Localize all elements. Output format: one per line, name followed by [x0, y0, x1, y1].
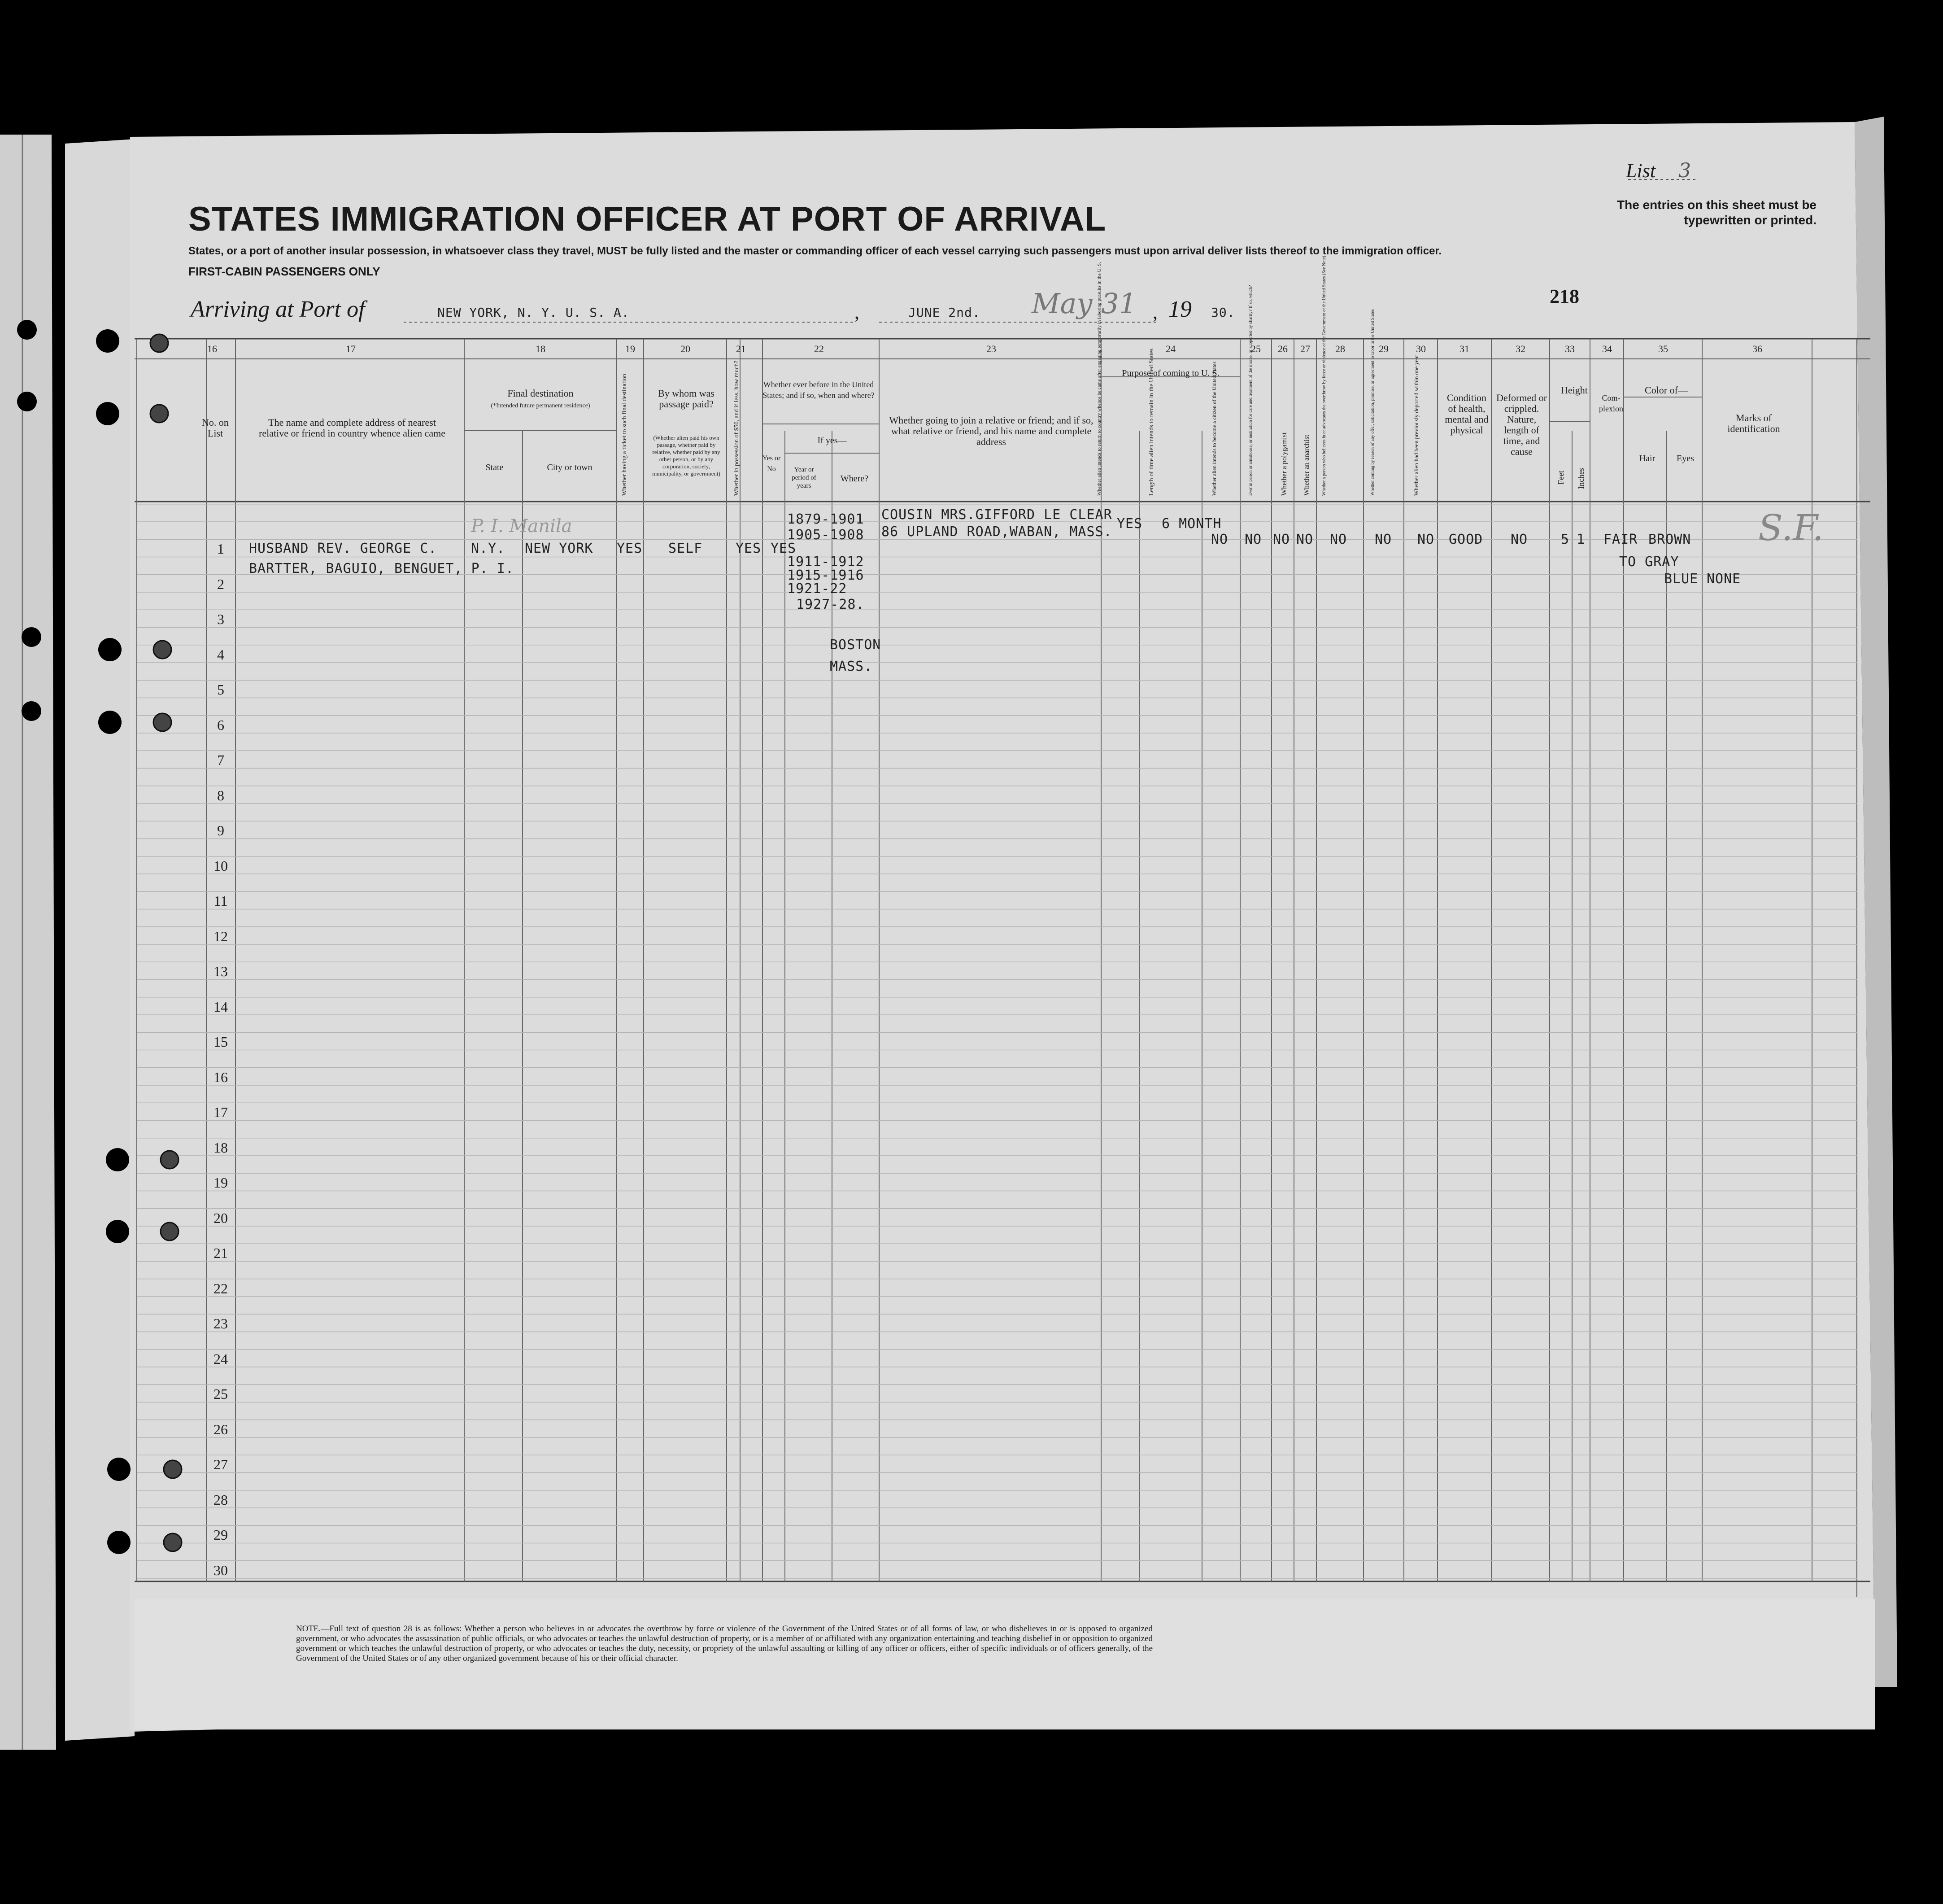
header-c35-eyes: Eyes: [1677, 454, 1694, 463]
years-5: 1921-22: [787, 581, 847, 597]
row-number: 4: [217, 646, 224, 663]
years-4: 1915-1916: [787, 568, 864, 583]
column-number: 34: [1602, 343, 1612, 354]
header-c28: Whether a person who believes in or advocates the overthrow by force or violence of the Government of the United States (See Note): [1322, 256, 1327, 496]
polygamist-value: NO: [1273, 532, 1290, 547]
column-number: 22: [814, 343, 824, 354]
column-number: 27: [1300, 343, 1310, 354]
header-c24b: Length of time alien intends to remain in the United States: [1148, 348, 1155, 496]
column-number: 23: [986, 343, 996, 354]
anarchist-value: NO: [1296, 532, 1314, 547]
return-intent-value: YES: [1117, 516, 1143, 532]
row-number: 17: [213, 1104, 228, 1120]
where-line-1: BOSTON: [830, 637, 881, 653]
header-c18: Final destination: [507, 388, 574, 399]
row-number: 11: [213, 893, 228, 909]
header-c18-state: State: [485, 463, 504, 472]
header-c34: Com-plexion: [1599, 393, 1623, 413]
column-number: 17: [346, 343, 356, 354]
row-number: 7: [217, 752, 224, 768]
header-c36: Marks of identification: [1727, 412, 1780, 434]
health-value: GOOD: [1449, 532, 1483, 547]
column-number: 29: [1379, 343, 1389, 354]
header-c33-feet: Feet: [1556, 471, 1565, 485]
row-number: 5: [217, 681, 224, 698]
date-typed: JUNE 2nd.: [908, 305, 980, 320]
relative-line-1: HUSBAND REV. GEORGE C.: [249, 541, 437, 556]
column-number: 31: [1459, 343, 1469, 354]
citizen-intent-value: NO: [1211, 532, 1229, 547]
column-number: 25: [1251, 343, 1261, 354]
header-c29: Whether coming by reason of any offer, solicitation, promise, or agreement to labor in the United States: [1370, 309, 1375, 496]
marks-value: NONE: [1707, 571, 1741, 587]
row-number: 10: [213, 857, 228, 874]
row-number: 16: [213, 1069, 228, 1085]
length-of-stay-value: 6 MONTH: [1162, 516, 1222, 532]
column-number: 24: [1166, 343, 1176, 354]
deported-value: NO: [1417, 532, 1435, 547]
row-number: 9: [217, 822, 224, 838]
column-number: 19: [625, 343, 635, 354]
paid-by-value: SELF: [668, 541, 703, 556]
header-c22-ifyes: If yes—: [817, 436, 847, 445]
previous-page-edge: [0, 135, 56, 1750]
relative-line-2: BARTTER, BAGUIO, BENGUET, P. I.: [249, 561, 514, 576]
binding-strip: [65, 139, 135, 1741]
header-c22-where: Where?: [840, 474, 869, 484]
header-c22-yesno: Yes or No: [762, 454, 781, 473]
column-number: 36: [1752, 343, 1762, 354]
column-number: 32: [1516, 343, 1525, 354]
header-c20: By whom was passage paid?: [658, 388, 714, 410]
state-value: N.Y.: [471, 541, 505, 556]
header-c22: Whether ever before in the United States; and if so, when and where?: [762, 380, 875, 400]
header-c17: The name and complete address of nearest relative or friend in country whence alien came: [259, 417, 445, 439]
row-number: 1: [217, 541, 224, 557]
hair-line-1: BROWN: [1648, 532, 1691, 547]
row-number: 21: [213, 1245, 228, 1261]
row-number: 25: [213, 1386, 228, 1402]
column-number: 18: [536, 343, 545, 354]
page-title: STATES IMMIGRATION OFFICER AT PORT OF ARRIVAL: [188, 200, 1107, 238]
before-in-us-value: YES: [771, 541, 797, 556]
header-c35-hair: Hair: [1639, 454, 1655, 463]
column-number: 28: [1335, 343, 1345, 354]
column-number: 21: [736, 343, 746, 354]
header-c27: Whether an anarchist: [1303, 435, 1311, 496]
column-number: 20: [680, 343, 690, 354]
relative-handwritten: P. I. Manila: [471, 516, 572, 537]
overthrow-value: NO: [1330, 532, 1347, 547]
row-number: 3: [217, 611, 224, 627]
header-c30: Whether alien had been previously deported within one year: [1413, 354, 1420, 496]
list-number: 3: [1678, 159, 1691, 182]
row-number: 13: [213, 963, 228, 979]
arriving-label: Arriving at Port of: [191, 297, 365, 322]
header-c18-note: (*Intended future permanent residence): [491, 402, 590, 409]
row-number: 18: [213, 1139, 228, 1156]
hair-line-2: TO GRAY: [1619, 554, 1679, 570]
row-number: 28: [213, 1491, 228, 1508]
where-line-2: MASS.: [830, 659, 873, 674]
row-number: 14: [213, 998, 228, 1015]
eyes-value: BLUE: [1664, 571, 1699, 587]
years-6: 1927-28.: [796, 597, 865, 612]
list-label-text: List: [1626, 160, 1656, 182]
date-handwritten: May 31: [1032, 287, 1137, 320]
year-prefix: 19: [1168, 297, 1192, 322]
row-number: 19: [213, 1175, 228, 1191]
page-number: 218: [1550, 285, 1579, 307]
instructions: States, or a port of another insular possession, in whatsoever class they travel, MUST be fully listed and the master or commanding officer of each vessel carrying such passengers must upon arrival deliver lists thereof to the immigration officer.: [188, 245, 1442, 257]
row-number: 22: [213, 1280, 228, 1297]
column-number: 35: [1658, 343, 1668, 354]
header-c16: No. on List: [202, 417, 229, 439]
labor-offer-value: NO: [1375, 532, 1392, 547]
header-c24a: Whether alien intends to return to country whence he came after engaging temporarily in laboring pursuits in the U. S.: [1097, 262, 1102, 496]
row-number: 26: [213, 1421, 228, 1437]
comma-2: ,: [1153, 301, 1158, 323]
row-number: 20: [213, 1210, 228, 1226]
row-number: 2: [217, 576, 224, 592]
row-number: 27: [213, 1456, 228, 1472]
header-c20-note: (Whether alien paid his own passage, whether paid by relative, whether paid by any other person, or by any corporation, society, municipality, or government): [652, 434, 720, 477]
initials: S.F.: [1758, 507, 1824, 549]
row-number: 8: [217, 787, 224, 804]
header-c33-inches: Inches: [1577, 468, 1586, 489]
complexion-value: FAIR: [1603, 532, 1638, 547]
header-c32: Deformed or crippled. Nature, length of time, and cause: [1496, 392, 1547, 457]
header-c31: Condition of health, mental and physical: [1445, 392, 1489, 436]
header-c26: Whether a polygamist: [1281, 432, 1288, 496]
column-number: 16: [207, 343, 217, 354]
inches-value: 1: [1577, 532, 1586, 547]
feet-value: 5: [1561, 532, 1570, 547]
row-number: 30: [213, 1562, 228, 1578]
header-c24: Purpose of coming to U. S.: [1122, 368, 1220, 378]
fifty-dollars-value: YES: [736, 541, 762, 556]
header-c21: Whether in possession of $50, and if less, how much?: [733, 360, 740, 496]
header-c24c: Whether alien intends to become a citizen of the United States: [1211, 361, 1217, 496]
header-c35: Color of—: [1645, 384, 1688, 396]
years-2: 1905-1908: [787, 527, 864, 543]
deformed-value: NO: [1511, 532, 1528, 547]
entries-note: The entries on this sheet must be typewritten or printed.: [1617, 198, 1817, 227]
class-line: FIRST-CABIN PASSENGERS ONLY: [188, 265, 380, 278]
ticket-value: YES: [617, 541, 643, 556]
years-1: 1879-1901: [787, 511, 864, 527]
row-number: 29: [213, 1527, 228, 1543]
header-c18-city: City or town: [547, 463, 592, 472]
column-number: 33: [1565, 343, 1575, 354]
joining-line-1: COUSIN MRS.GIFFORD LE CLEAR: [881, 507, 1112, 523]
row-number: 23: [213, 1315, 228, 1332]
years-3: 1911-1912: [787, 554, 864, 570]
column-number: 26: [1278, 343, 1288, 354]
joining-line-2: 86 UPLAND ROAD,WABAN, MASS.: [881, 524, 1112, 540]
row-number: 12: [213, 928, 228, 944]
prison-value: NO: [1245, 532, 1262, 547]
list-label: [1626, 159, 1691, 182]
year-suffix: 30.: [1211, 305, 1235, 320]
footer-note: NOTE.—Full text of question 28 is as follows: Whether a person who believes in or advocates the overthrow by force or violence of the Government of the United States or of all forms of law, or who disbelieves in or is opposed to organized government, or who advocates the assassination of public officials, or who advocates or teaches the unlawful destruction of property, or is a member of or affiliated with any organization entertaining and teaching disbelief in or opposition to organized government or which teaches the unlawful destruction of property, or who advocates or teaches the duty, necessity, or propriety of the unlawful assaulting or killing of any officer or officers, either of specific individuals or of officers generally, of the Government of the United States or of any other organized government because of his or their official character.: [296, 1624, 1153, 1663]
row-number: 6: [217, 716, 224, 733]
city-value: NEW YORK: [525, 541, 593, 556]
row-number: 15: [213, 1034, 228, 1050]
header-c23: Whether going to join a relative or friend; and if so, what relative or friend, and his name and complete address: [889, 415, 1093, 447]
header-c19: Whether having a ticket to such final destination: [621, 374, 628, 496]
header-c33: Height: [1561, 384, 1588, 396]
comma-1: ,: [854, 301, 859, 323]
header-c25: Ever in prison or almshouse, or institution for care and treatment of the insane, or supported by charity? If so, which?: [1248, 285, 1253, 496]
column-number: 30: [1416, 343, 1426, 354]
header-c22-years: Year or period of years: [792, 466, 816, 489]
port-value: NEW YORK, N. Y. U. S. A.: [437, 305, 630, 320]
row-number: 24: [213, 1350, 228, 1367]
